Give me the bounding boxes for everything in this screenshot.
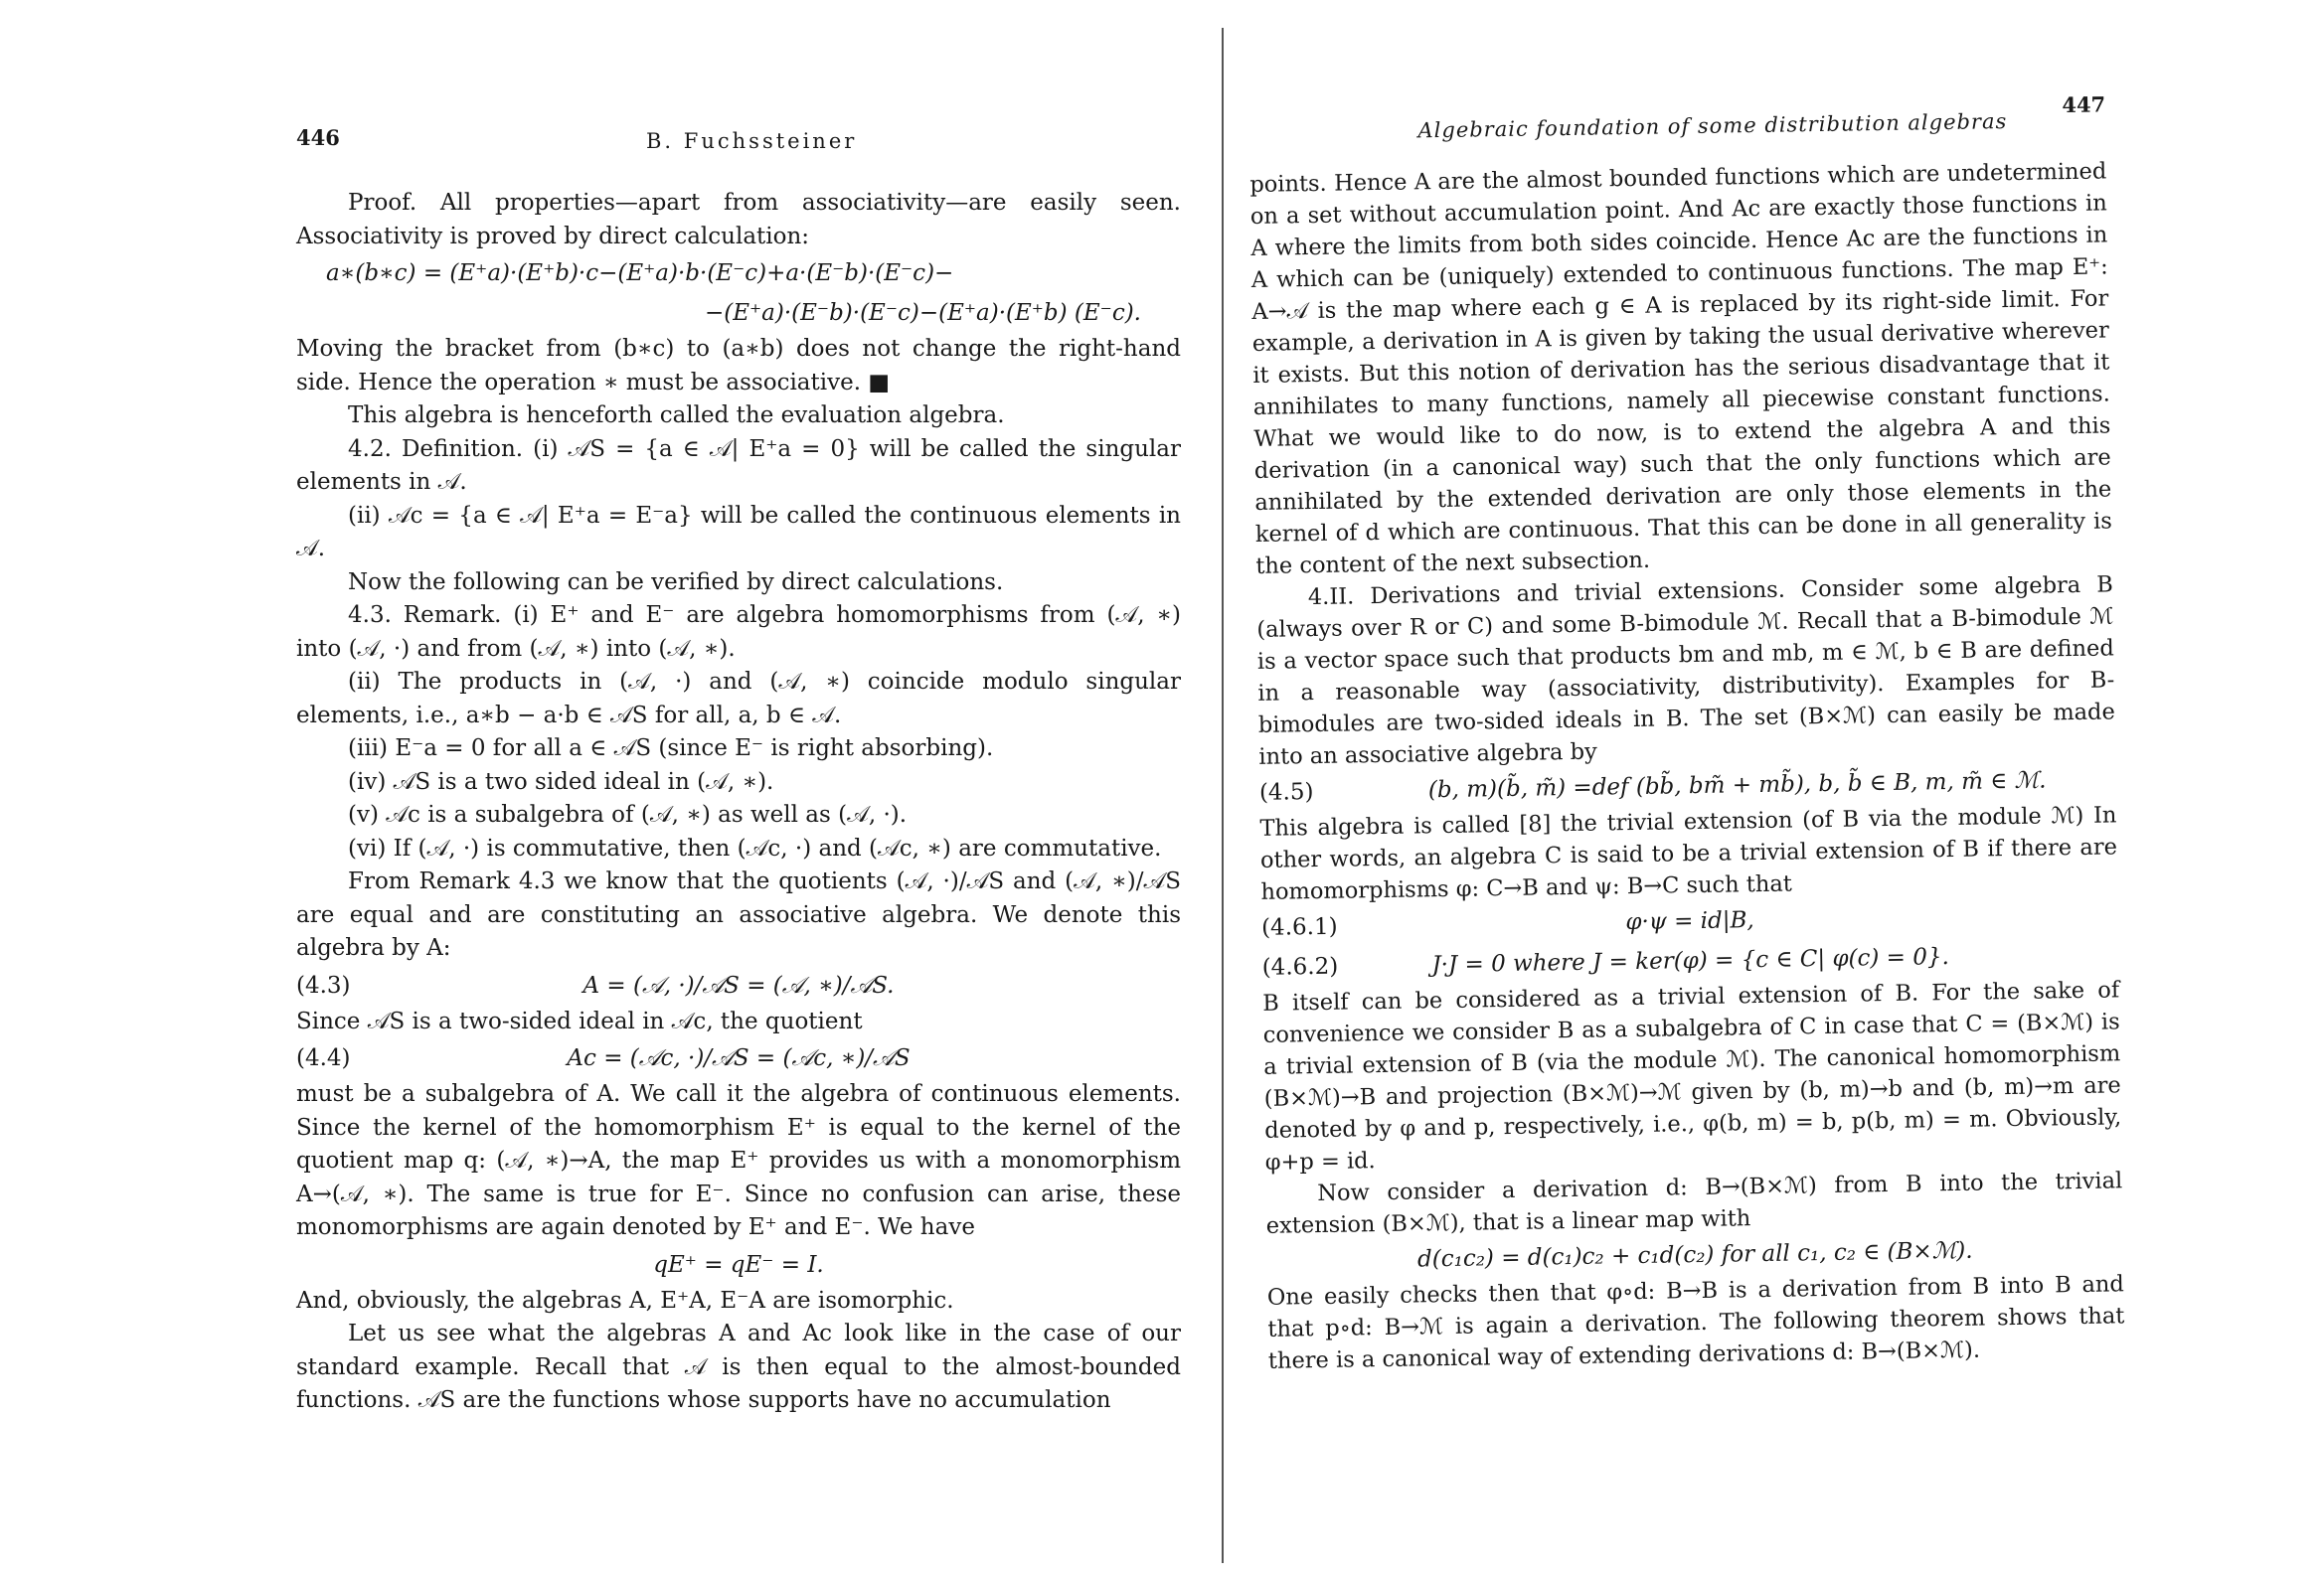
section-4-II: 4.II. Derivations and trivial extensions. Consider some algebra B (always over R or C) and some B-bimodule ℳ. Recall that a B-bimodule ℳ is a vector space such that products bm and mb, m ∈ ℳ, b ∈ B are defined in a reasonable way (associativity, distributivity). Examples for B-bimodules are two-sided ideals in B. The set (B×ℳ) can easily be made into an associative algebra by (1256, 571, 2115, 770)
right-page-content (1248, 85, 2125, 1376)
equation-4-3 (296, 966, 1181, 1006)
paragraph: Let us see what the algebras A and Ac look like in the case of our standard example. Recall that 𝒜 is then equal to the almost-bounded functions. 𝒜S are the functions whose supports have no accumulation (296, 1321, 1181, 1413)
equation-4-4 (296, 1038, 1181, 1078)
paragraph: Now the following can be verified by direct calculations. (348, 568, 1004, 595)
paragraph: (ii) 𝒜c = {a ∈ 𝒜| E⁺a = E⁻a} will be called the continuous elements in 𝒜. (296, 502, 1181, 561)
page-gutter (1222, 28, 1224, 1563)
equation (296, 1245, 1181, 1285)
equation-body: qE⁺ = qE⁻ = I. (653, 1251, 824, 1278)
paragraph: This algebra is called [8] the trivial extension (of B via the module ℳ) In other words, an algebra C is said to be a trivial extension of B if there are homomorphisms φ: C→B and ψ: B→C such that (1259, 802, 2118, 905)
paragraph: B itself can be considered as a trivial extension of B. For the sake of convenience we consider B as a subalgebra of C in case that C = (B×ℳ) is a trivial extension of B (via the module ℳ). The canonical homomorphism (B×ℳ)→B and projection (B×ℳ)→ℳ given by (b, m)→b and (b, m)→m are denoted by φ and p, respectively, i.e., φ(b, m) = b, p(b, m) = m. Obviously, φ+p = id. (1262, 977, 2122, 1176)
remark-item: (vi) If (𝒜, ·) is commutative, then (𝒜c, ·) and (𝒜c, ∗) are commutative. (348, 835, 1162, 862)
page-number: 447 (2062, 91, 2106, 118)
page-number: 446 (296, 125, 340, 150)
equation-body: (b, m)(b̃, m̃) =def (bb̃, bm̃ + mb̃), b, b̃ ∈ B, m, m̃ ∈ ℳ. (1427, 767, 2047, 804)
equation (296, 293, 1181, 333)
remark-item: (iii) E⁻a = 0 for all a ∈ 𝒜S (since E⁻ is right absorbing). (348, 735, 994, 761)
equation-tag: (4.5) (1258, 779, 1314, 806)
equation-tag: (4.4) (296, 1045, 351, 1071)
paragraph: One easily checks then that φ∘d: B→B is a derivation from B into B and that p∘d: B→ℳ is again a derivation. The following theorem shows that there is a canonical way of extending derivations d: B→(B×ℳ). (1266, 1271, 2125, 1374)
paragraph: And, obviously, the algebras A, E⁺A, E⁻A are isomorphic. (296, 1287, 954, 1314)
remark-item: (ii) The products in (𝒜, ·) and (𝒜, ∗) coincide modulo singular elements, i.e., a∗b − a·b ∈ 𝒜S for all, a, b ∈ 𝒜. (296, 669, 1181, 728)
equation-tag: (4.6.1) (1260, 913, 1338, 941)
paragraph: This algebra is henceforth called the evaluation algebra. (348, 402, 1005, 428)
paragraph: points. Hence A are the almost bounded functions which are undetermined on a set without accumulation point. And Ac are exactly those functions in A where the limits from both sides coincide. Hence Ac are the functions in A which can be (uniquely) extended to continuous functions. The map E⁺: A→𝒜 is the map where each g ∈ A is replaced by its right-side limit. For example, a derivation in A is given by taking the usual derivative wherever it exists. But this notion of derivation has the serious disadvantage that it annihilates to many functions, namely all piecewise constant functions. What we would like to do now, is to extend the algebra A and this derivation (in a canonical way) such that the only functions which are annihilated by the extended derivation are only those elements in the kernel of d which are continuous. That this can be done in all generality is the content of the next subsection. (1249, 158, 2112, 579)
equation-body: A = (𝒜, ·)/𝒜S = (𝒜, ∗)/𝒜S. (582, 972, 895, 999)
running-head: B. Fuchssteiner (646, 129, 858, 153)
remark-item: (v) 𝒜c is a subalgebra of (𝒜, ∗) as well as (𝒜, ·). (348, 802, 908, 828)
paragraph: From Remark 4.3 we know that the quotients (𝒜, ·)/𝒜S and (𝒜, ∗)/𝒜S are equal and are constituting an associative algebra. We denote this algebra by A: (296, 868, 1181, 961)
equation-body: a∗(b∗c) = (E⁺a)·(E⁺b)·c−(E⁺a)·b·(E⁻c)+a·(E⁻b)·(E⁻c)− (326, 260, 954, 286)
equation-body: J·J = 0 where J = ker(φ) = {c ∈ C| φ(c) = 0}. (1431, 944, 1950, 979)
equation-tag: (4.3) (296, 972, 351, 999)
paragraph: Proof. All properties—apart from associativity—are easily seen. Associativity is proved by direct calculation: (296, 190, 1181, 249)
equation-body: φ·ψ = id|B, (1625, 907, 1754, 936)
right-page (1225, 0, 2324, 1577)
right-page-header (1248, 85, 2106, 169)
remark-4-3: 4.3. Remark. (i) E⁺ and E⁻ are algebra homomorphisms from (𝒜, ∗) into (𝒜, ·) and from (𝒜, ∗) into (𝒜, ∗). (296, 602, 1181, 662)
definition-4-2: 4.2. Definition. (i) 𝒜S = {a ∈ 𝒜| E⁺a = 0} will be called the singular elements in 𝒜. (296, 435, 1181, 495)
paragraph: Now consider a derivation d: B→(B×ℳ) from B into the trivial extension (B×ℳ), that is a linear map with (1265, 1168, 2123, 1239)
remark-item: (iv) 𝒜S is a two sided ideal in (𝒜, ∗). (348, 768, 774, 795)
equation-tag: (4.6.2) (1261, 953, 1339, 981)
equation-body: Ac = (𝒜c, ·)/𝒜S = (𝒜c, ∗)/𝒜S (567, 1045, 911, 1071)
equation (296, 253, 1181, 293)
left-page-header (296, 117, 1181, 187)
equation-body: −(E⁺a)·(E⁻b)·(E⁻c)−(E⁺a)·(E⁺b) (E⁻c). (705, 300, 1141, 326)
equation-body: d(c₁c₂) = d(c₁)c₂ + c₁d(c₂) for all c₁, c₂ ∈ (B×ℳ). (1416, 1237, 1973, 1273)
paragraph: Since 𝒜S is a two-sided ideal in 𝒜c, the quotient (296, 1008, 863, 1034)
paragraph: must be a subalgebra of A. We call it the algebra of continuous elements. Since the kernel of the homomorphism E⁺ is equal to the kernel of the quotient map q: (𝒜, ∗)→A, the map E⁺ provides us with a monomorphism A→(𝒜, ∗). The same is true for E⁻. Since no confusion can arise, these monomorphisms are again denoted by E⁺ and E⁻. We have (296, 1081, 1181, 1240)
paragraph: Moving the bracket from (b∗c) to (a∗b) does not change the right-hand side. Hence the operation ∗ must be associative. ■ (296, 336, 1181, 395)
running-head: Algebraic foundation of some distribution algebras (1417, 109, 2008, 143)
